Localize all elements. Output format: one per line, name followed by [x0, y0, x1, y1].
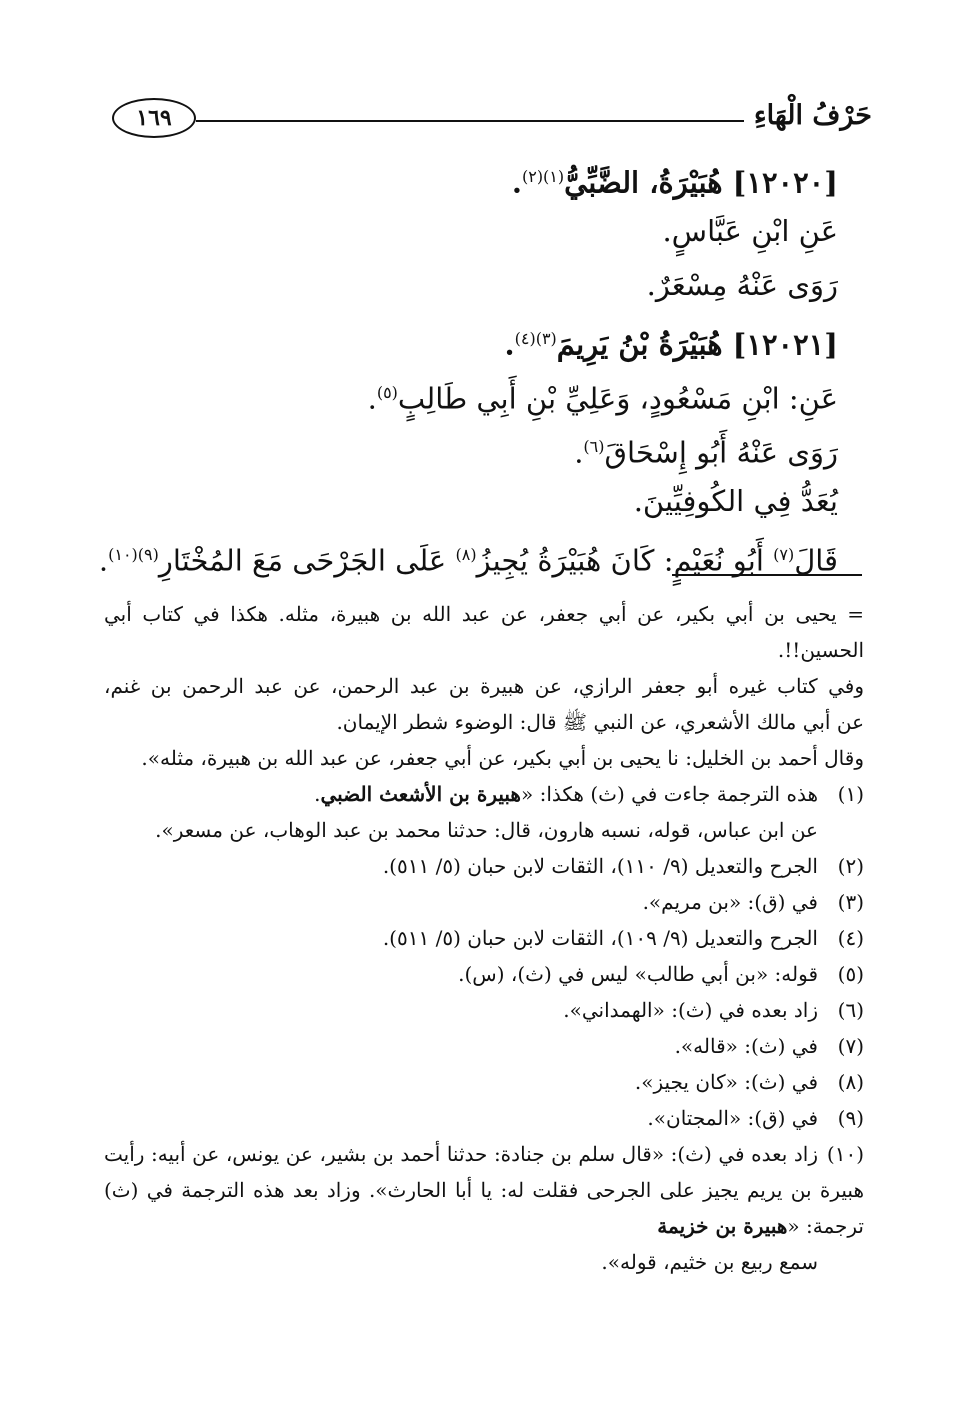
footnote-1-continuation: عن ابن عباس، قوله، نسبه هارون، قال: حدثنا محمد بن عبد الوهاب، عن مسعر». — [155, 818, 818, 842]
footnote-10: (١٠) زاد بعده في (ث): «قال سلم بن جنادة: حدثنا أحمد بن بشير، عن يونس، عن أبيه: رأيت — [104, 1136, 864, 1172]
main-text — [98, 150, 838, 582]
page-number-oval — [112, 98, 196, 138]
footnote-3: (٣) في (ق): «بن مريم». — [104, 884, 864, 920]
footnote-10-continuation: هبيرة بن يريم يجيز على الجرحى فقلت له: يا أبا الحارث». وزاد بعد هذه الترجمة في (ث) — [104, 1178, 864, 1202]
text-line: رَوَى عَنْهُ أَبُو إِسْحَاقَ$^{(٦)}$. — [574, 435, 838, 470]
footnote-number: (٤) — [837, 926, 864, 950]
footnote-ref: (٧) — [773, 545, 795, 564]
footnote-continuation-line: = يحيى بن أبي بكير، عن أبي جعفر، عن عبد الله بن هبيرة، مثله. هكذا في كتاب أبي — [104, 602, 864, 626]
page-number: ١٦٩ — [136, 105, 172, 131]
footnote-number: (٦) — [837, 998, 864, 1022]
footnote-1: (١) هذه الترجمة جاءت في (ث) هكذا: «هبيرة بن الأشعث الضبي. — [104, 776, 864, 812]
footnote-6: (٦) زاد بعده في (ث): «الهمداني». — [104, 992, 864, 1028]
text-line-final: قَالَ$^{(٧)}$ أَبُو نُعَيْمٍ: كَانَ هُبَيْرَةُ يُجِيزُ$^{(٨)}$ عَلَى الجَرْحَى مَعَ المُخْتَارِ$^{(٩)(١٠)}$. — [98, 543, 838, 578]
footnote-number: (٩) — [837, 1106, 864, 1130]
footnote-number: (٢) — [837, 854, 864, 878]
entry-heading: [١٢٠٢٠] هُبَيْرَةُ، الضَّبِّيُّ$^{(١)(٢)}$. — [511, 165, 838, 200]
footnote-8: (٨) في (ث): «كان يجيز». — [104, 1064, 864, 1100]
footnote-5: (٥) قوله: «بن أبي طالب» ليس في (ث)، (س). — [104, 956, 864, 992]
footnote-number: (٨) — [837, 1070, 864, 1094]
footnote-continuation-line: الحسين!!. — [777, 638, 864, 662]
footnote-10-continuation: ترجمة: «هبيرة بن خزيمة — [657, 1214, 864, 1238]
footnote-9: (٩) في (ق): «المجتان». — [104, 1100, 864, 1136]
footnote-number: (٣) — [837, 890, 864, 914]
text-line: رَوَى عَنْهُ مِسْعَرٌ. — [646, 268, 838, 302]
footnote-ref: (٨) — [455, 545, 477, 564]
text-line: يُعَدُّ فِي الكُوفِيِّينَ. — [633, 484, 838, 518]
footnote-ref: (٣)(٤) — [514, 329, 557, 348]
footnote-continuation-line: وقال أحمد بن الخليل: نا يحيى بن أبي بكير، عن أبي جعفر، عن عبد الله بن هبيرة، مثله». — [141, 746, 864, 770]
footnote-7: (٧) في (ث): «قاله». — [104, 1028, 864, 1064]
footnote-continuation-line: وفي كتاب غيره أبو جعفر الرازي، عن هبيرة بن عبد الرحمن، عن عبد الرحمن بن غنم، — [104, 674, 864, 698]
entry-heading: [١٢٠٢١] هُبَيْرَةُ بْنُ يَرِيمَ$^{(٣)(٤)}$. — [504, 327, 838, 362]
footnote-10-continuation: سمع ربيع بن خثيم، قوله». — [601, 1250, 818, 1274]
footnote-number: (٥) — [837, 962, 864, 986]
footnote-ref: (٩)(١٠) — [108, 545, 159, 564]
page-header — [112, 96, 872, 148]
footnote-4: (٤) الجرح والتعديل (٩/ ١٠٩)، الثقات لابن حبان (٥/ ٥١١). — [104, 920, 864, 956]
footnote-number: (٧) — [837, 1034, 864, 1058]
footnote-continuation-line: عن أبي مالك الأشعري، عن النبي ﷺ قال: الوضوء شطر الإيمان. — [336, 710, 864, 734]
footnote-ref: (١)(٢) — [521, 167, 565, 186]
text-line: عَنِ: ابْنِ مَسْعُودٍ، وَعَلِيِّ بْنِ أَبِي طَالِبٍ$^{(٥)}$. — [367, 381, 838, 416]
header-rule — [196, 120, 744, 122]
footnote-ref: (٥) — [376, 383, 398, 402]
footnote-number: (١٠) — [826, 1142, 864, 1166]
footnote-separator — [672, 574, 862, 576]
footnotes — [104, 596, 864, 1280]
chapter-title: حَرْفُ الْهَاءِ — [753, 100, 872, 131]
footnote-number: (١) — [837, 782, 864, 806]
text-line: عَنِ ابْنِ عَبَّاسٍ. — [662, 214, 838, 248]
footnote-2: (٢) الجرح والتعديل (٩/ ١١٠)، الثقات لابن حبان (٥/ ٥١١). — [104, 848, 864, 884]
footnote-ref: (٦) — [583, 437, 605, 456]
